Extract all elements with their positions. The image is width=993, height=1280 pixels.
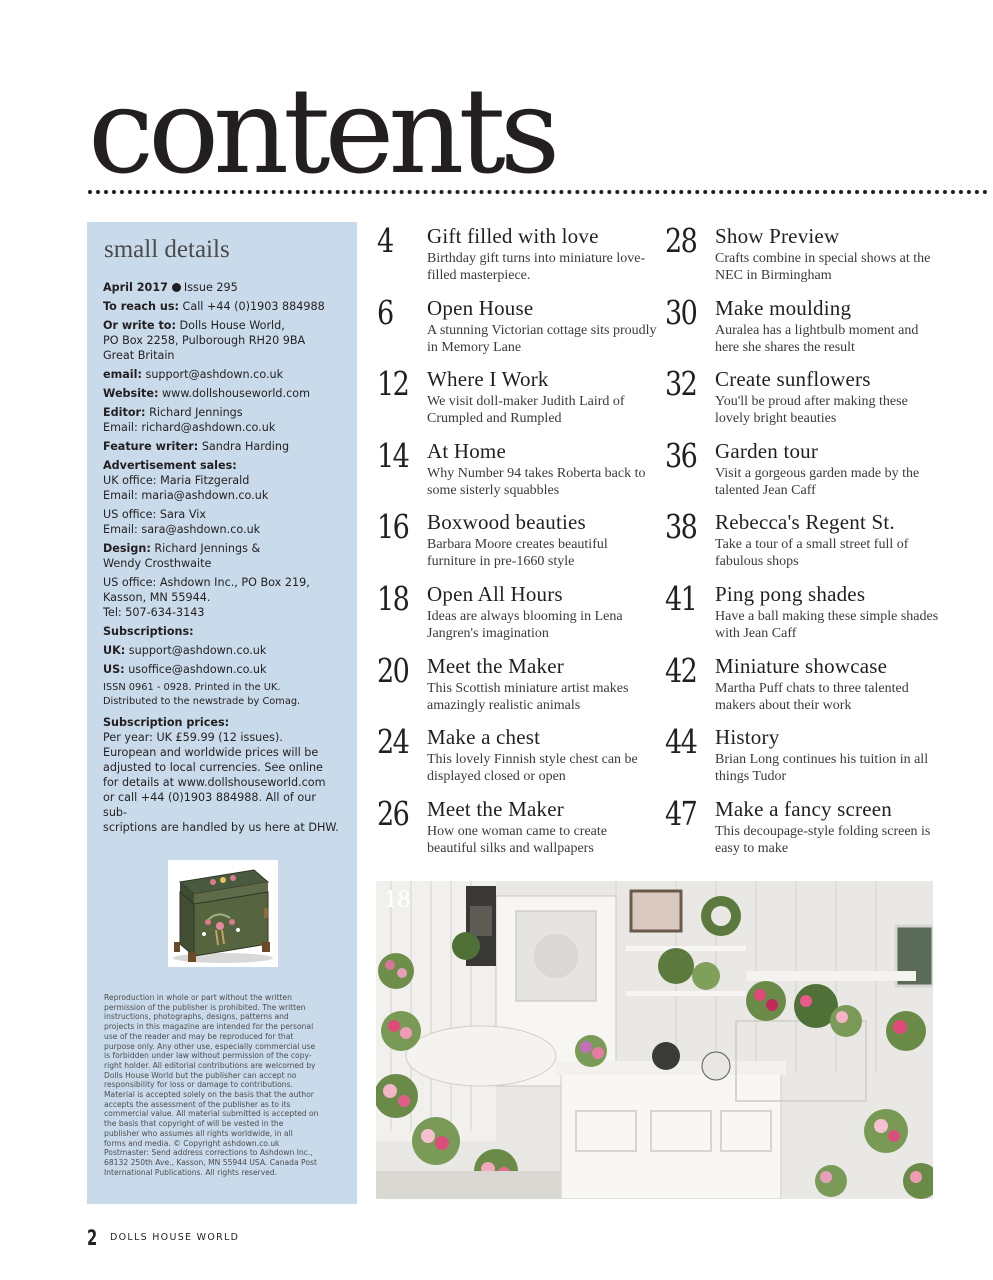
email-link[interactable]: support@ashdown.co.uk [145, 368, 284, 381]
entry-page-number: 4 [377, 221, 393, 260]
painted-chest-image [168, 860, 278, 967]
entry-page-number: 18 [377, 579, 409, 618]
design-name: Wendy Crosthwaite [103, 557, 212, 570]
contents-entry[interactable] [665, 507, 945, 574]
editor-name: Richard Jennings [149, 406, 243, 419]
issue-line [103, 280, 341, 295]
contents-entry[interactable] [377, 507, 657, 574]
legal-line: publisher who assumes all rights worldwide, in all [104, 1128, 293, 1138]
entry-description: How one woman came to create beautiful silks and wallpapers [427, 824, 607, 856]
legal-line: Reproduction in whole or part without the written [104, 993, 292, 1002]
legal-line: Material is accepted solely on the basis that the author [104, 1090, 314, 1100]
ads-uk-email: Email: maria@ashdown.co.uk [103, 489, 269, 502]
entry-description: Take a tour of a small street full of fabulous shops [715, 537, 909, 569]
contents-entry[interactable] [665, 221, 945, 288]
entry-page-number: 36 [665, 436, 697, 475]
entry-page-number: 12 [377, 364, 409, 403]
page-number: 2 [87, 1226, 98, 1250]
entry-description: You'll be proud after making these lovely bright beauties [715, 394, 908, 426]
entry-page-number: 30 [665, 293, 697, 332]
legal-line: the basis that copyright of will be vested in the [104, 1119, 284, 1129]
design-block [103, 541, 341, 571]
entry-title: Make moulding [715, 296, 852, 320]
entry-title: History [715, 725, 780, 749]
entry-page-number: 6 [377, 293, 393, 332]
photo-page-label: 18 [384, 888, 410, 913]
entry-page-number: 24 [377, 722, 409, 761]
entry-title: Make a fancy screen [715, 797, 892, 821]
entry-description: Birthday gift turns into miniature love-filled masterpiece. [427, 251, 646, 283]
dotted-divider [88, 190, 988, 194]
website-link[interactable]: www.dollshouseworld.com [162, 387, 310, 400]
entry-description: Ideas are always blooming in Lena Jangren's imagination [427, 609, 623, 641]
prices-text [103, 730, 341, 835]
contents-entry[interactable] [665, 364, 945, 431]
flower-shop-photo [376, 881, 933, 1199]
entry-page-number: 20 [377, 651, 409, 690]
issn-line: Distributed to the newstrade by Comag. [103, 696, 301, 707]
contents-entry[interactable] [665, 722, 945, 789]
write-line: Great Britain [103, 349, 175, 362]
entry-title: Miniature showcase [715, 654, 888, 678]
legal-line: accepts the assessment of the publisher as to its [104, 1099, 291, 1109]
issue-number: Issue 295 [183, 281, 238, 294]
contents-entry[interactable] [377, 293, 657, 360]
prices-line: adjusted to local currencies. See online [103, 761, 323, 774]
entry-title: Where I Work [427, 367, 549, 391]
us-office-line: Kasson, MN 55944. [103, 591, 211, 604]
contents-entry[interactable] [377, 579, 657, 646]
feature-name: Sandra Harding [201, 440, 290, 453]
contents-entry[interactable] [665, 579, 945, 646]
entry-title: Meet the Maker [427, 654, 564, 678]
entry-title: At Home [427, 439, 506, 463]
entry-title: Create sunflowers [715, 367, 871, 391]
editor-block [103, 405, 341, 435]
entry-title: Open House [427, 296, 534, 320]
contents-entry[interactable] [377, 651, 657, 718]
legal-line: use of the reader and may be reproduced for that [104, 1031, 294, 1041]
entry-description: Visit a gorgeous garden made by the talented Jean Caff [715, 466, 920, 498]
entry-description: Brian Long continues his tuition in all things Tudor [715, 752, 929, 784]
contents-entry[interactable] [377, 221, 657, 288]
prices-line: scriptions are handled by us here at DHW. [103, 821, 339, 834]
legal-line: responsibility for loss or damage to contributions. [104, 1080, 293, 1090]
ads-label: Advertisement sales: [103, 459, 237, 472]
issn-line: ISSN 0961 - 0928. Printed in the UK. [103, 682, 281, 693]
subs-uk-email[interactable]: support@ashdown.co.uk [128, 644, 267, 657]
design-label: Design: [103, 542, 151, 555]
chest-thumbnail [168, 860, 278, 967]
feature-photo [376, 881, 933, 1199]
legal-line: Dolls House World but the publisher can accept no [104, 1070, 297, 1080]
legal-line: International Publications. All rights reserved. [104, 1167, 278, 1177]
email-label: email: [103, 368, 142, 381]
entry-title: Rebecca's Regent St. [715, 510, 895, 534]
entry-description: A stunning Victorian cottage sits proudly in Memory Lane [427, 323, 657, 355]
write-block [103, 318, 341, 363]
prices-line: European and worldwide prices will be [103, 746, 319, 759]
entry-title: Gift filled with love [427, 224, 599, 248]
prices-label: Subscription prices: [103, 716, 230, 729]
design-name: Richard Jennings & [154, 542, 261, 555]
editor-email: Email: richard@ashdown.co.uk [103, 421, 276, 434]
sidebar-heading: small details [104, 236, 230, 263]
issue-date: April 2017 [103, 281, 168, 294]
entry-description: This lovely Finnish style chest can be displayed closed or open [427, 752, 638, 784]
bullet-icon [172, 283, 181, 292]
subs-uk-label: UK: [103, 644, 126, 657]
legal-line: is forbidden under law without permission of the copy- [104, 1051, 312, 1061]
prices-block [103, 715, 341, 835]
entry-page-number: 47 [665, 794, 697, 833]
write-label: Or write to: [103, 319, 176, 332]
contents-entry[interactable] [377, 794, 657, 861]
ads-us-email: Email: sara@ashdown.co.uk [103, 523, 261, 536]
entry-description: Auralea has a lightbulb moment and here she shares the result [715, 323, 919, 355]
contents-entry[interactable] [665, 293, 945, 360]
legal-line: projects in this magazine are intended for the personal [104, 1022, 314, 1032]
entry-title: Make a chest [427, 725, 541, 749]
write-line: Dolls House World, [179, 319, 285, 332]
legal-line: 68132 250th Ave., Kasson, MN 55944 USA. Canada Post [104, 1157, 317, 1167]
entry-page-number: 41 [665, 579, 697, 618]
contents-entry[interactable] [665, 794, 945, 861]
contents-entry[interactable] [665, 436, 945, 503]
prices-line: for details at www.dollshouseworld.com [103, 776, 326, 789]
subs-us-email[interactable]: usoffice@ashdown.co.uk [128, 663, 267, 676]
entry-description: Have a ball making these simple shades with Jean Caff [715, 609, 939, 641]
us-office-line: US office: Ashdown Inc., PO Box 219, [103, 576, 310, 589]
entry-description: Why Number 94 takes Roberta back to some sisterly squabbles [427, 466, 646, 498]
entry-page-number: 26 [377, 794, 409, 833]
feature-label: Feature writer: [103, 440, 199, 453]
prices-line: Per year: UK £59.99 (12 issues). [103, 731, 283, 744]
entry-page-number: 32 [665, 364, 697, 403]
entry-page-number: 44 [665, 722, 697, 761]
issn-block [103, 681, 341, 709]
write-line: PO Box 2258, Pulborough RH20 9BA [103, 334, 306, 347]
reach-label: To reach us: [103, 300, 179, 313]
entry-title: Open All Hours [427, 582, 563, 606]
entry-title: Meet the Maker [427, 797, 564, 821]
entry-page-number: 38 [665, 507, 697, 546]
ads-uk: UK office: Maria Fitzgerald [103, 474, 250, 487]
magazine-name: DOLLS HOUSE WORLD [110, 1232, 240, 1243]
entry-title: Boxwood beauties [427, 510, 586, 534]
entry-page-number: 42 [665, 651, 697, 690]
entry-description: This Scottish miniature artist makes amazingly realistic animals [427, 681, 629, 713]
entry-description: Barbara Moore creates beautiful furniture in pre-1660 style [427, 537, 608, 569]
legal-line: instructions, photographs, designs, patterns and [104, 1012, 289, 1022]
ads-us-block [103, 507, 341, 537]
contents-entry[interactable] [377, 364, 657, 431]
us-office-block [103, 575, 341, 620]
entry-page-number: 14 [377, 436, 409, 475]
reach-line [103, 299, 341, 314]
editor-label: Editor: [103, 406, 146, 419]
legal-line: Postmaster: Send address corrections to Ashdown Inc., [104, 1148, 313, 1158]
entry-title: Ping pong shades [715, 582, 866, 606]
entry-page-number: 28 [665, 221, 697, 260]
entry-description: Martha Puff chats to three talented makers about their work [715, 681, 909, 713]
contents-entry[interactable] [665, 651, 945, 718]
entry-description: We visit doll-maker Judith Laird of Crumpled and Rumpled [427, 394, 625, 426]
legal-line: commercial value. All material submitted is accepted on [104, 1109, 319, 1119]
ads-block [103, 458, 341, 503]
legal-line: permission of the publisher is prohibited. The written [104, 1002, 306, 1012]
us-office-tel: Tel: 507-634-3143 [103, 606, 205, 619]
contents-entry[interactable] [377, 436, 657, 503]
entry-title: Show Preview [715, 224, 840, 248]
entry-title: Garden tour [715, 439, 819, 463]
entry-page-number: 16 [377, 507, 409, 546]
legal-notice [104, 993, 336, 1177]
legal-line: forms and media. © Copyright ashdown.co.uk [104, 1138, 280, 1148]
prices-line: or call +44 (0)1903 884988. All of our sub- [103, 791, 316, 819]
entry-description: Crafts combine in special shows at the NEC in Birmingham [715, 251, 931, 283]
contents-entry[interactable] [377, 722, 657, 789]
legal-line: right holder. All editorial contributions are welcomed by [104, 1060, 316, 1070]
subs-us-label: US: [103, 663, 125, 676]
subs-label: Subscriptions: [103, 625, 194, 638]
legal-line: purpose only. Any other use, especially commercial use [104, 1041, 316, 1051]
entry-description: This decoupage-style folding screen is easy to make [715, 824, 931, 856]
reach-phone: Call +44 (0)1903 884988 [182, 300, 325, 313]
page-title: contents [88, 62, 555, 200]
website-label: Website: [103, 387, 159, 400]
ads-us: US office: Sara Vix [103, 508, 206, 521]
